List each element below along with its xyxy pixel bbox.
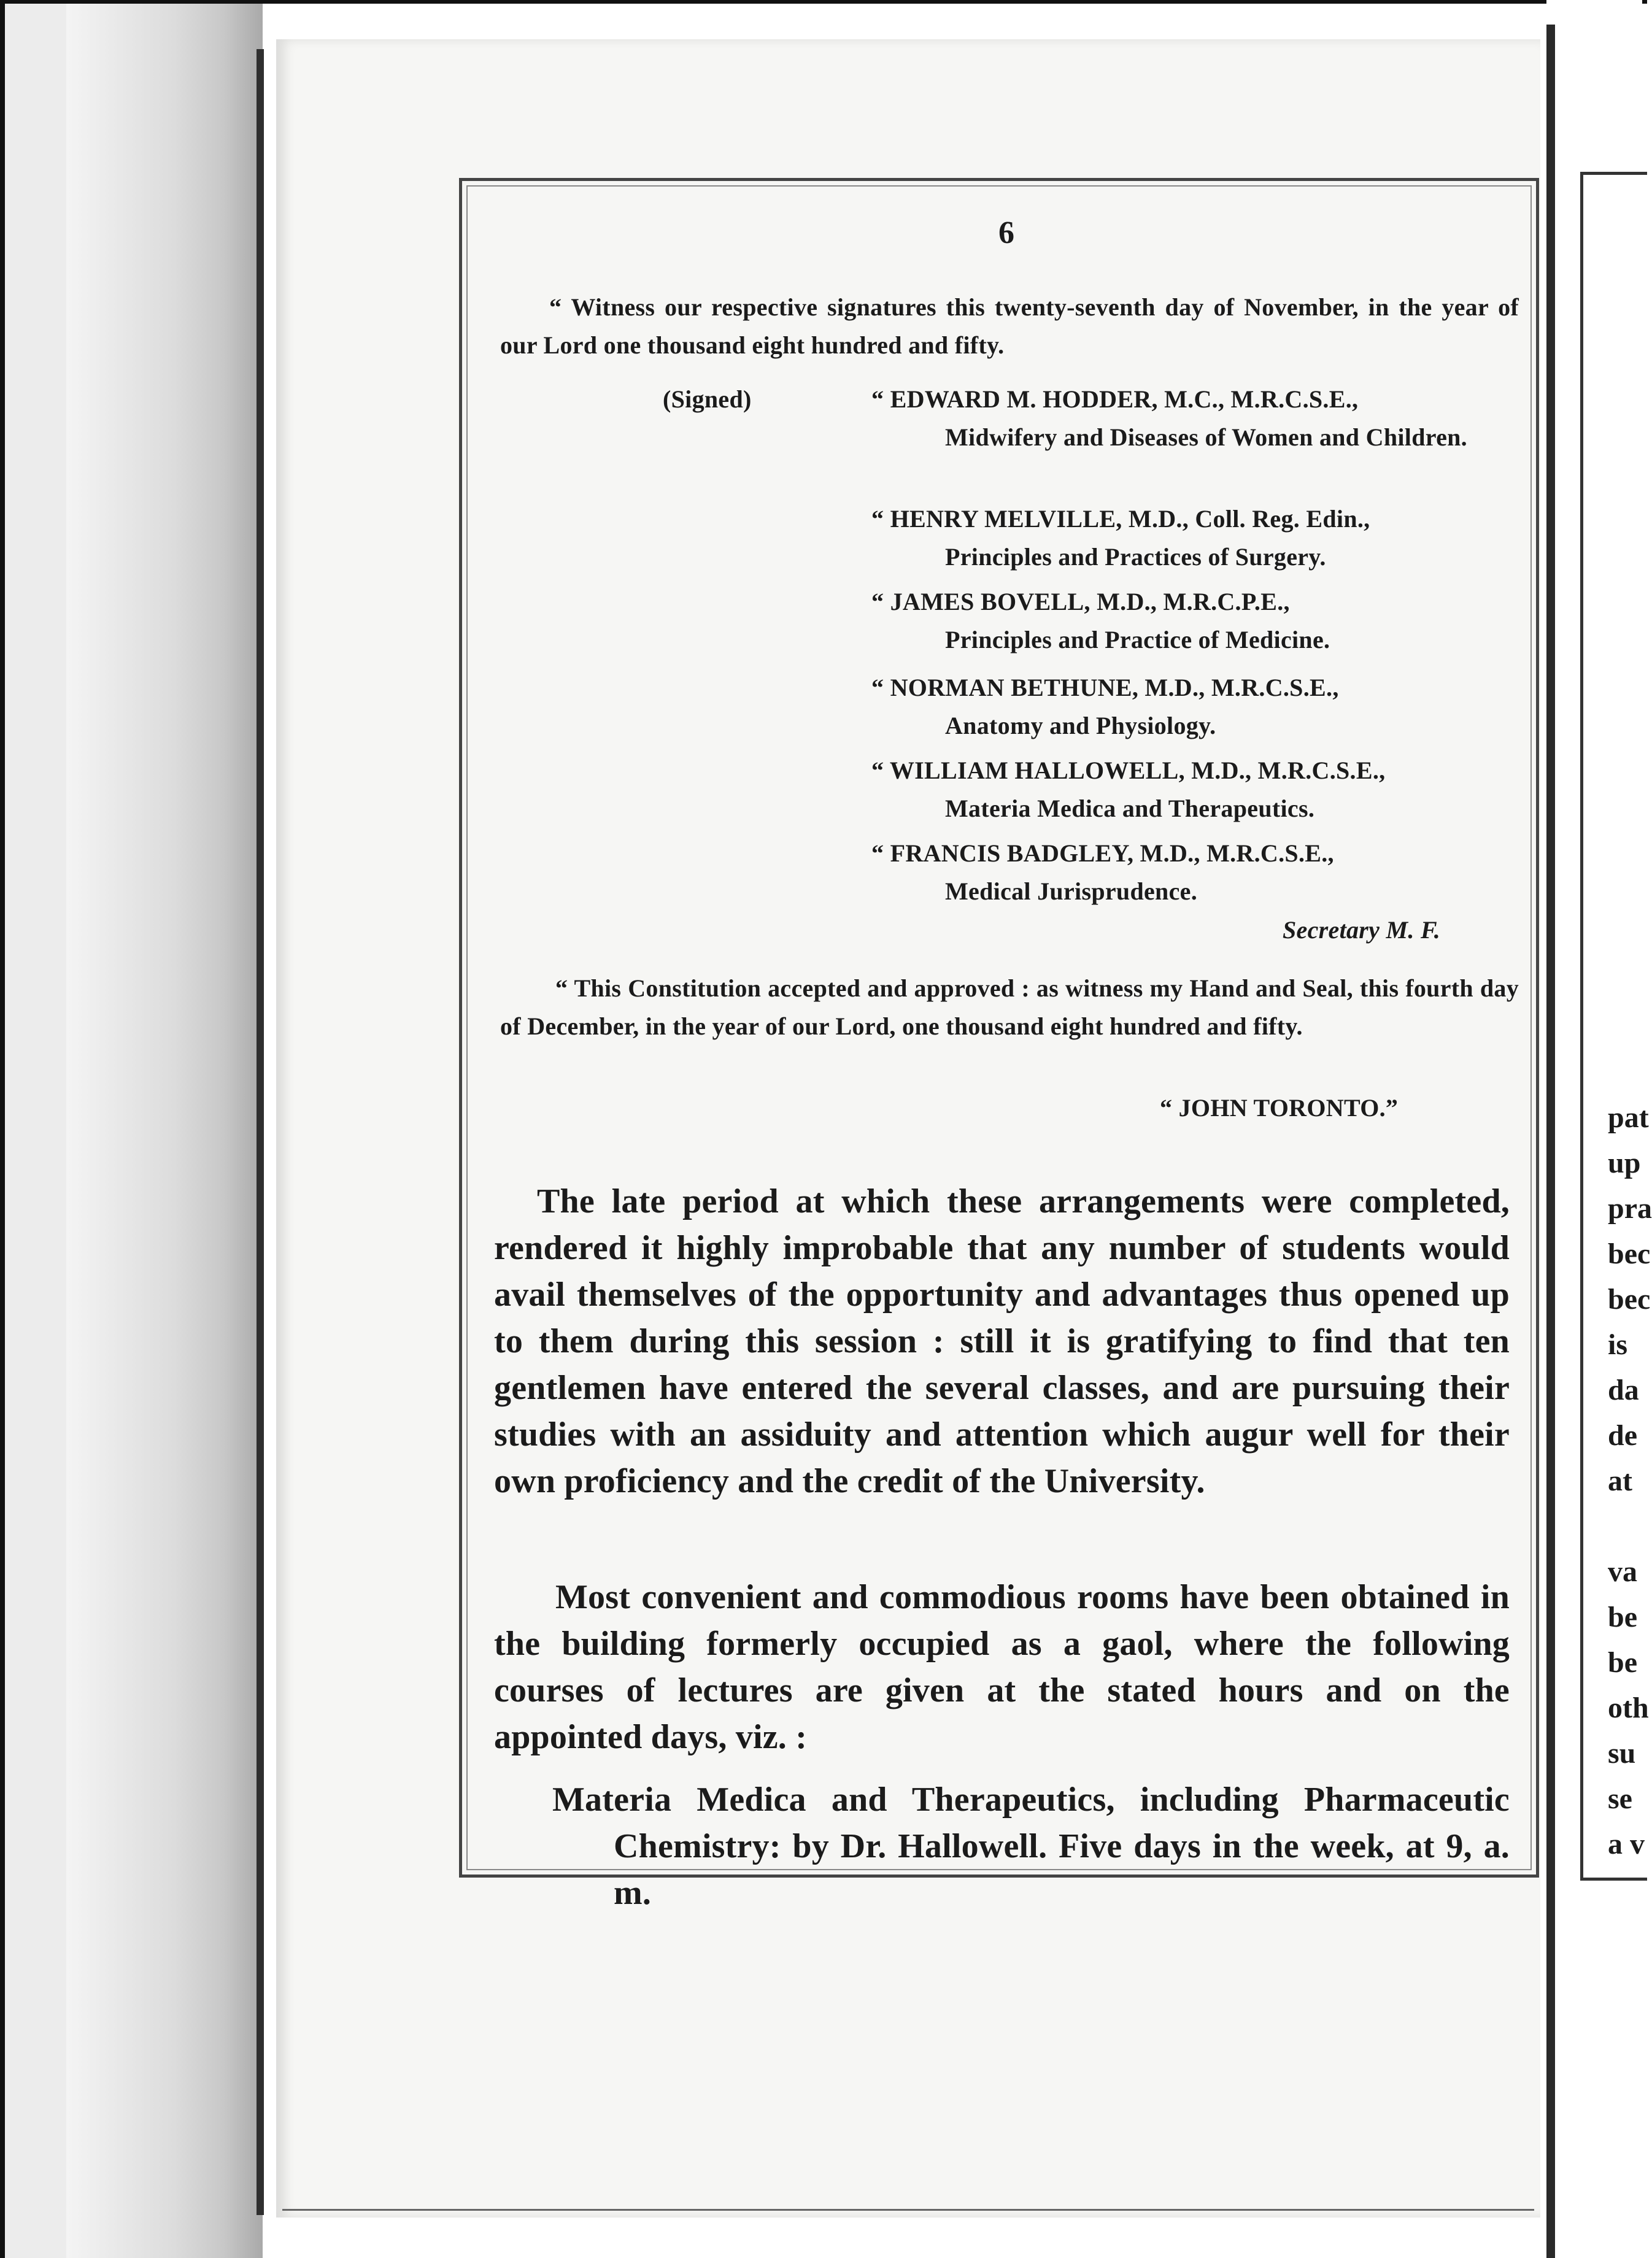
- late-period-paragraph: The late period at which these arrangements were completed, rendered it highly improbable that any number of students would avail themselves of the opportunity and advantages thus opened up to them during this session : still it is gratifying to find that ten gentlemen have entered the several classes, and are pursuing their studies with an assiduity and attention which augur well for their own proficiency and the credit of the University.: [494, 1182, 1510, 1500]
- page-number: 6: [998, 215, 1014, 250]
- facing-fragment: bec: [1608, 1283, 1651, 1316]
- signatory-name: “ EDWARD M. HODDER, M.C., M.R.C.S.E.,: [871, 385, 1359, 413]
- facing-fragment: is: [1608, 1328, 1628, 1361]
- book-spine-line: [257, 49, 264, 2215]
- john-toronto-signature: “ JOHN TORONTO.”: [1160, 1094, 1399, 1122]
- facing-fragment: pra: [1608, 1192, 1652, 1225]
- secretary-label: Secretary M. F.: [1283, 916, 1441, 944]
- signatory-role: Materia Medica and Therapeutics.: [945, 795, 1315, 822]
- facing-fragment: be: [1608, 1601, 1637, 1633]
- materia-medica-text: Materia Medica and Therapeutics, including Pharmaceutic Chemistry: by Dr. Hallowell. Five days in the week, at 9, a. m.: [552, 1781, 1510, 1912]
- constitution-paragraph: “ This Constitution accepted and approved : as witness my Hand and Seal, this fourth day of December, in the year of our Lord, one thousand eight hundred and fifty.: [500, 974, 1519, 1040]
- signatory-bethune: [871, 669, 1516, 745]
- facing-fragment: be: [1608, 1646, 1637, 1679]
- facing-fragment: up: [1608, 1147, 1641, 1179]
- facing-fragment: se: [1608, 1782, 1632, 1815]
- facing-page-frame-left: [1580, 172, 1583, 1878]
- facing-fragment: de: [1608, 1419, 1637, 1452]
- signatory-name: “ HENRY MELVILLE, M.D., Coll. Reg. Edin.,: [871, 505, 1370, 533]
- signatory-name: “ WILLIAM HALLOWELL, M.D., M.R.C.S.E.,: [871, 757, 1386, 784]
- facing-page-frame-top: [1580, 172, 1647, 175]
- signatory-role: Principles and Practice of Medicine.: [945, 626, 1330, 653]
- facing-fragment: va: [1608, 1555, 1637, 1588]
- signatory-name: “ NORMAN BETHUNE, M.D., M.R.C.S.E.,: [871, 674, 1339, 701]
- facing-fragment: oth: [1608, 1692, 1649, 1724]
- book-spine-shadow: [66, 4, 263, 2258]
- signed-label: (Signed): [663, 385, 752, 413]
- rooms-paragraph: Most convenient and commodious rooms have been obtained in the building formerly occupied as a gaol, where the following courses of lectures are given at the stated hours and on the appointed days, viz. :: [494, 1578, 1510, 1756]
- signatory-name: “ JAMES BOVELL, M.D., M.R.C.P.E.,: [871, 588, 1290, 615]
- scan-edge-left: [0, 0, 5, 2258]
- facing-fragment: at: [1608, 1465, 1632, 1497]
- signatory-hodder: [871, 380, 1516, 457]
- signatory-role: Anatomy and Physiology.: [945, 712, 1216, 739]
- facing-fragment-gap: [1608, 1504, 1647, 1549]
- facing-page-gutter: [1546, 25, 1555, 2258]
- signatory-bovell: [871, 583, 1516, 659]
- facing-fragment: da: [1608, 1374, 1639, 1406]
- signatory-role: Medical Jurisprudence.: [945, 877, 1198, 905]
- facing-fragment: pat: [1608, 1101, 1649, 1134]
- signatory-melville: [871, 500, 1516, 576]
- facing-page-frame-bottom: [1580, 1878, 1647, 1881]
- page-bottom-edge: [282, 2209, 1534, 2211]
- facing-fragment: a v: [1608, 1828, 1645, 1860]
- signatory-role: Midwifery and Diseases of Women and Children.: [945, 423, 1467, 451]
- signatory-role: Principles and Practices of Surgery.: [945, 543, 1326, 571]
- facing-fragment: su: [1608, 1737, 1636, 1770]
- scan-left-margin: [5, 4, 66, 2258]
- signatory-name: “ FRANCIS BADGLEY, M.D., M.R.C.S.E.,: [871, 839, 1334, 867]
- facing-fragment: bec: [1608, 1238, 1651, 1270]
- facing-page-text: [1608, 1095, 1652, 1867]
- witness-paragraph: “ Witness our respective signatures this twenty-seventh day of November, in the year of our Lord one thousand eight hundred and fifty.: [500, 293, 1519, 359]
- signatory-badgley: [871, 834, 1516, 911]
- materia-medica-paragraph: [552, 1776, 1510, 1916]
- signatory-hallowell: [871, 752, 1516, 828]
